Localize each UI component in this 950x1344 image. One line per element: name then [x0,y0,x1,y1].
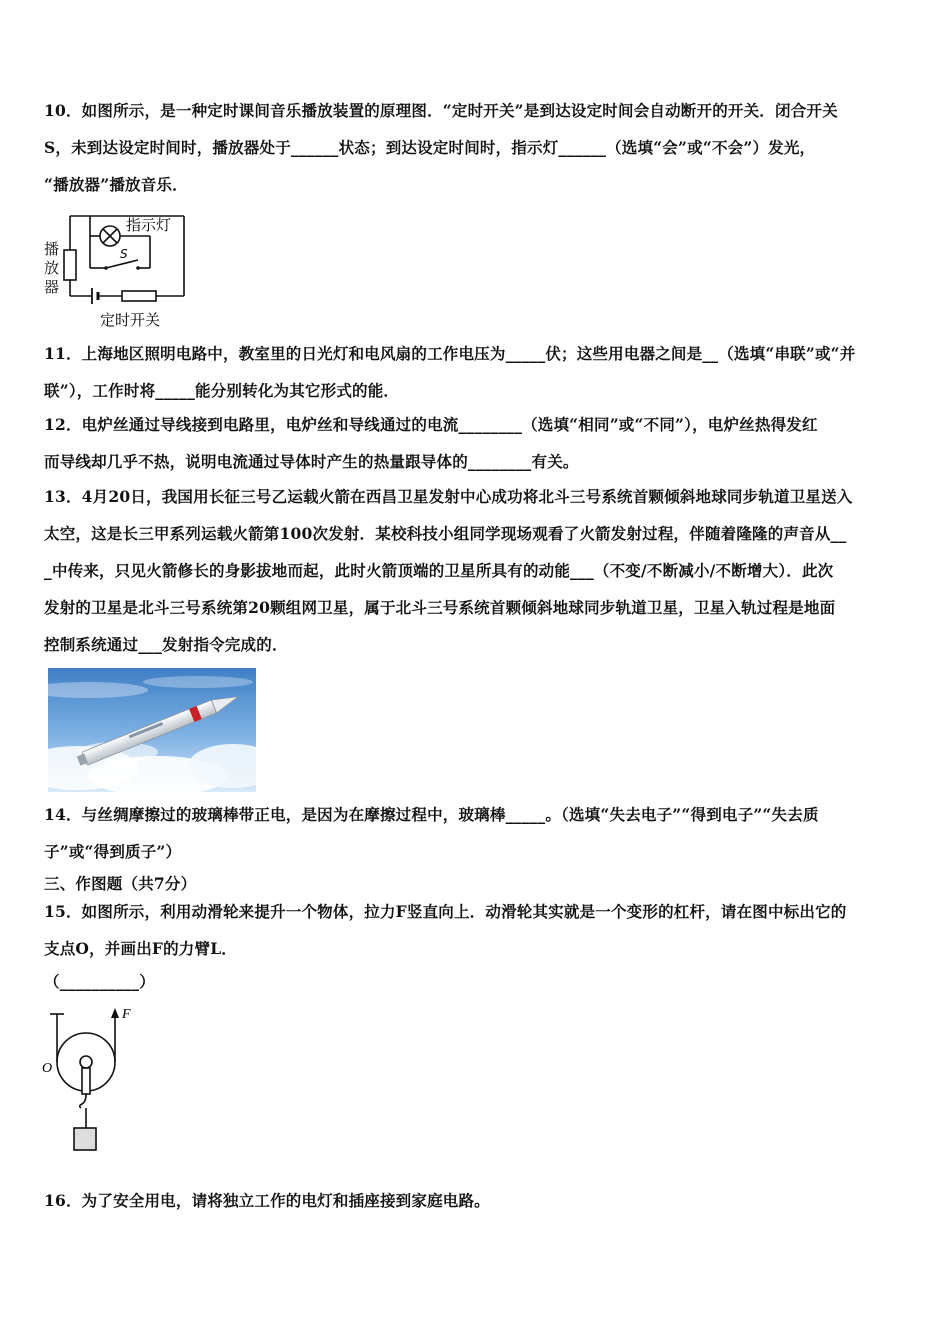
pulley-figure [38,1004,148,1160]
question-16-line-1: 16．为了安全用电，请将独立工作的电灯和插座接到家庭电路。 [44,1191,490,1210]
force-arrow-icon [111,1008,119,1018]
question-14-line-2: 子”或“得到质子”） [44,842,182,861]
question-15-answer-blank: （__________） [44,972,155,991]
question-10-line-2: S，未到达设定时间时，播放器处于______状态；到达设定时间时，指示灯______（选填“会”或“不会”）发光， [44,138,816,157]
question-13-line-2: 太空，这是长三甲系列运载火箭第100次发射．某校科技小组同学现场观看了火箭发射过程，伴随着隆隆的声音从__ [44,524,847,543]
player-label: 播放器 [44,240,60,296]
question-13-line-3: _中传来，只见火箭修长的身影拔地而起，此时火箭顶端的卫星所具有的动能___（不变/不断减小/不断增大）．此次 [44,561,834,580]
question-12-line-2: 而导线却几乎不热，说明电流通过导体时产生的热量跟导体的________有关。 [44,452,579,471]
section-3-heading: 三、作图题（共7分） [44,874,197,893]
question-12-line-1: 12．电炉丝通过导线接到电路里，电炉丝和导线通过的电流________（选填“相同”或“不同”），电炉丝热得发红 [44,415,818,434]
load-block [74,1128,96,1150]
question-15 [44,893,910,997]
question-11 [44,335,910,409]
question-14 [44,796,910,870]
question-13-line-4: 发射的卫星是北斗三号系统第20颗组网卫星，属于北斗三号系统首颗倾斜地球同步轨道卫星，卫星入轨过程是地面 [44,598,836,617]
question-14-line-1: 14．与丝绸摩擦过的玻璃棒带正电，是因为在摩擦过程中，玻璃棒_____。（选填“失去电子”“得到电子”“失去质 [44,805,819,824]
switch-s-blade [106,260,138,268]
question-11-line-2: 联”），工作时将_____能分别转化为其它形式的能． [44,381,400,400]
question-10-line-3: “播放器”播放音乐． [44,175,188,194]
timer-switch-label: 定时开关 [100,311,161,329]
question-16 [44,1182,910,1219]
switch-s-label: S [120,247,128,261]
indicator-lamp-label: 指示灯 [126,216,172,234]
question-13-line-5: 控制系统通过___发射指令完成的． [44,635,288,654]
player-resistor [64,250,76,280]
pivot-label: O [42,1061,53,1076]
rocket-launch-photo [48,668,256,792]
question-13 [44,478,910,663]
timer-switch [122,291,156,301]
timer-circuit-figure [42,208,192,332]
question-15-line-2: 支点O，并画出F的力臂L． [44,939,238,958]
question-10-line-1: 10．如图所示，是一种定时课间音乐播放装置的原理图．“定时开关”是到达设定时间会自动断开的开关．闭合开关 [44,101,838,120]
question-10 [44,92,910,203]
question-15-line-1: 15．如图所示，利用动滑轮来提升一个物体，拉力F竖直向上．动滑轮其实就是一个变形的杠杆，请在图中标出它的 [44,902,847,921]
force-label: F [122,1007,131,1022]
question-12 [44,406,910,480]
question-11-line-1: 11．上海地区照明电路中，教室里的日光灯和电风扇的工作电压为_____伏；这些用电器之间是__（选填“串联”或“并 [44,344,856,363]
question-13-line-1: 13．4月20日，我国用长征三号乙运载火箭在西昌卫星发射中心成功将北斗三号系统首颗倾斜地球同步轨道卫星送入 [44,487,853,506]
